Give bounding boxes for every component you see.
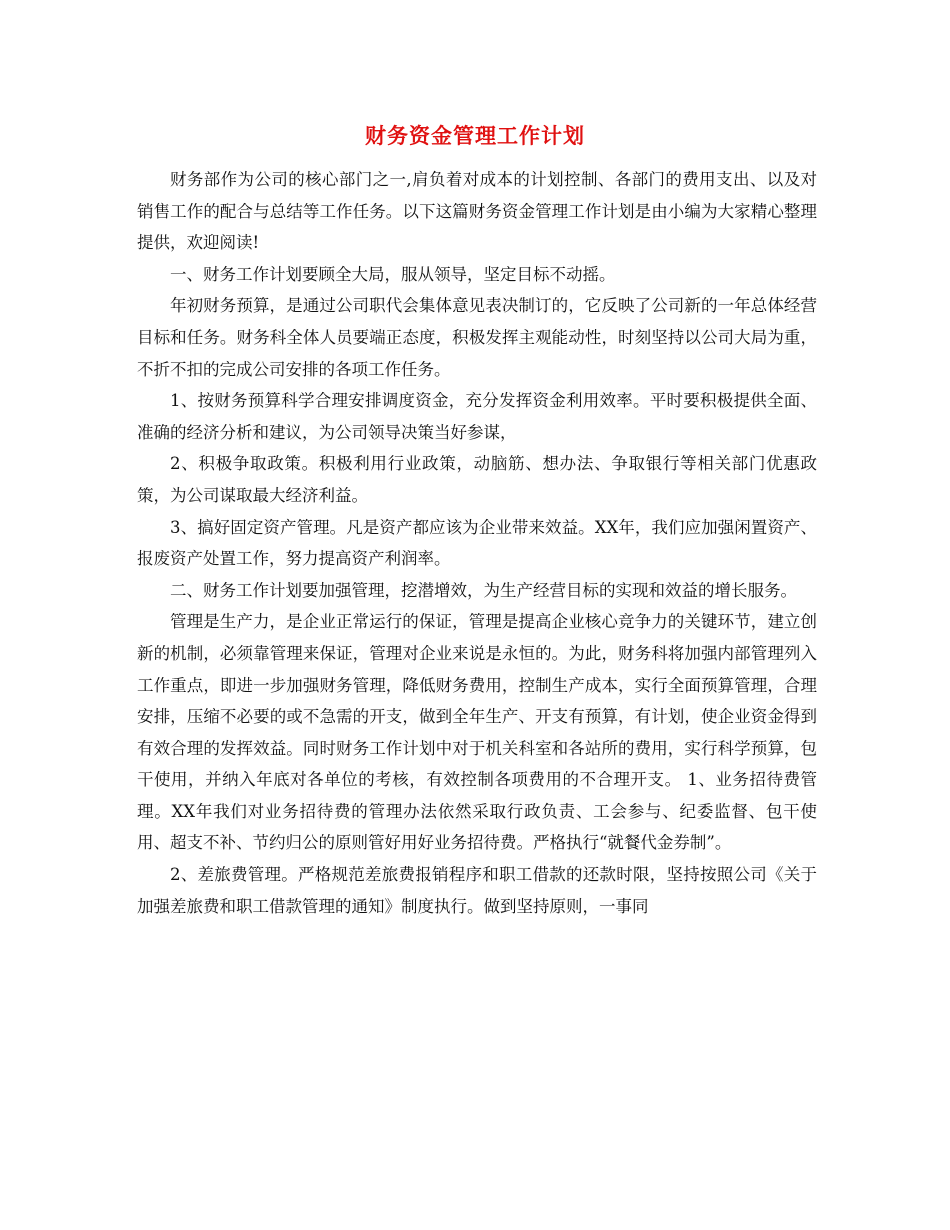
paragraph-item-3: 3、搞好固定资产管理。凡是资产都应该为企业带来效益。XX年，我们应加强闲置资产、报废资产处置工作，努力提高资产利润率。: [137, 517, 817, 569]
paragraph-item-2: 2、积极争取政策。积极利用行业政策，动脑筋、想办法、争取银行等相关部门优惠政策，为公司谋取最大经济利益。: [137, 454, 817, 505]
paragraph-section-2-heading: 二、财务工作计划要加强管理，挖潜增效，为生产经营目标的实现和效益的增长服务。: [170, 580, 797, 600]
paragraph-budget: 年初财务预算，是通过公司职代会集体意见表决制订的，它反映了公司新的一年总体经营目标和任务。财务科全体人员要端正态度，积极发挥主观能动性，时刻坚持以公司大局为重，不折不扣的完成公司安排的各项工作任务。: [137, 296, 817, 379]
paragraph-travel-expense: 2、差旅费管理。严格规范差旅费报销程序和职工借款的还款时限，坚持按照公司《关于加强差旅费和职工借款管理的通知》制度执行。做到坚持原则，一事同: [137, 865, 817, 916]
document-title: 财务资金管理工作计划: [365, 123, 585, 148]
document-body: [137, 164, 817, 922]
paragraph-item-1: 1、按财务预算科学合理安排调度资金，充分发挥资金利用效率。平时要积极提供全面、准确的经济分析和建议，为公司领导决策当好参谋，: [137, 391, 817, 442]
paragraph-intro: 财务部作为公司的核心部门之一,肩负着对成本的计划控制、各部门的费用支出、以及对销售工作的配合与总结等工作任务。以下这篇财务资金管理工作计划是由小编为大家精心整理提供，欢迎阅读!: [137, 170, 817, 253]
paragraph-management: 管理是生产力，是企业正常运行的保证，管理是提高企业核心竞争力的关键环节，建立创新的机制，必须靠管理来保证，管理对企业来说是永恒的。为此，财务科将加强内部管理列入工作重点，即进一步加强财务管理，降低财务费用，控制生产成本，实行全面预算管理，合理安排，压缩不必要的或不急需的开支，做到全年生产、开支有预算，有计划，使企业资金得到有效合理的发挥效益。同时财务工作计划中对于机关科室和各站所的费用，实行科学预算，包干使用，并纳入年底对各单位的考核，有效控制各项费用的不合理开支。 1、业务招待费管理。XX年我们对业务招待费的管理办法依然采取行政负责、工会参与、纪委监督、包干使用、超支不补、节约归公的原则管好用好业务招待费。严格执行“就餐代金券制”。: [137, 612, 817, 853]
paragraph-section-1-heading: 一、财务工作计划要顾全大局，服从领导，坚定目标不动摇。: [170, 264, 616, 284]
